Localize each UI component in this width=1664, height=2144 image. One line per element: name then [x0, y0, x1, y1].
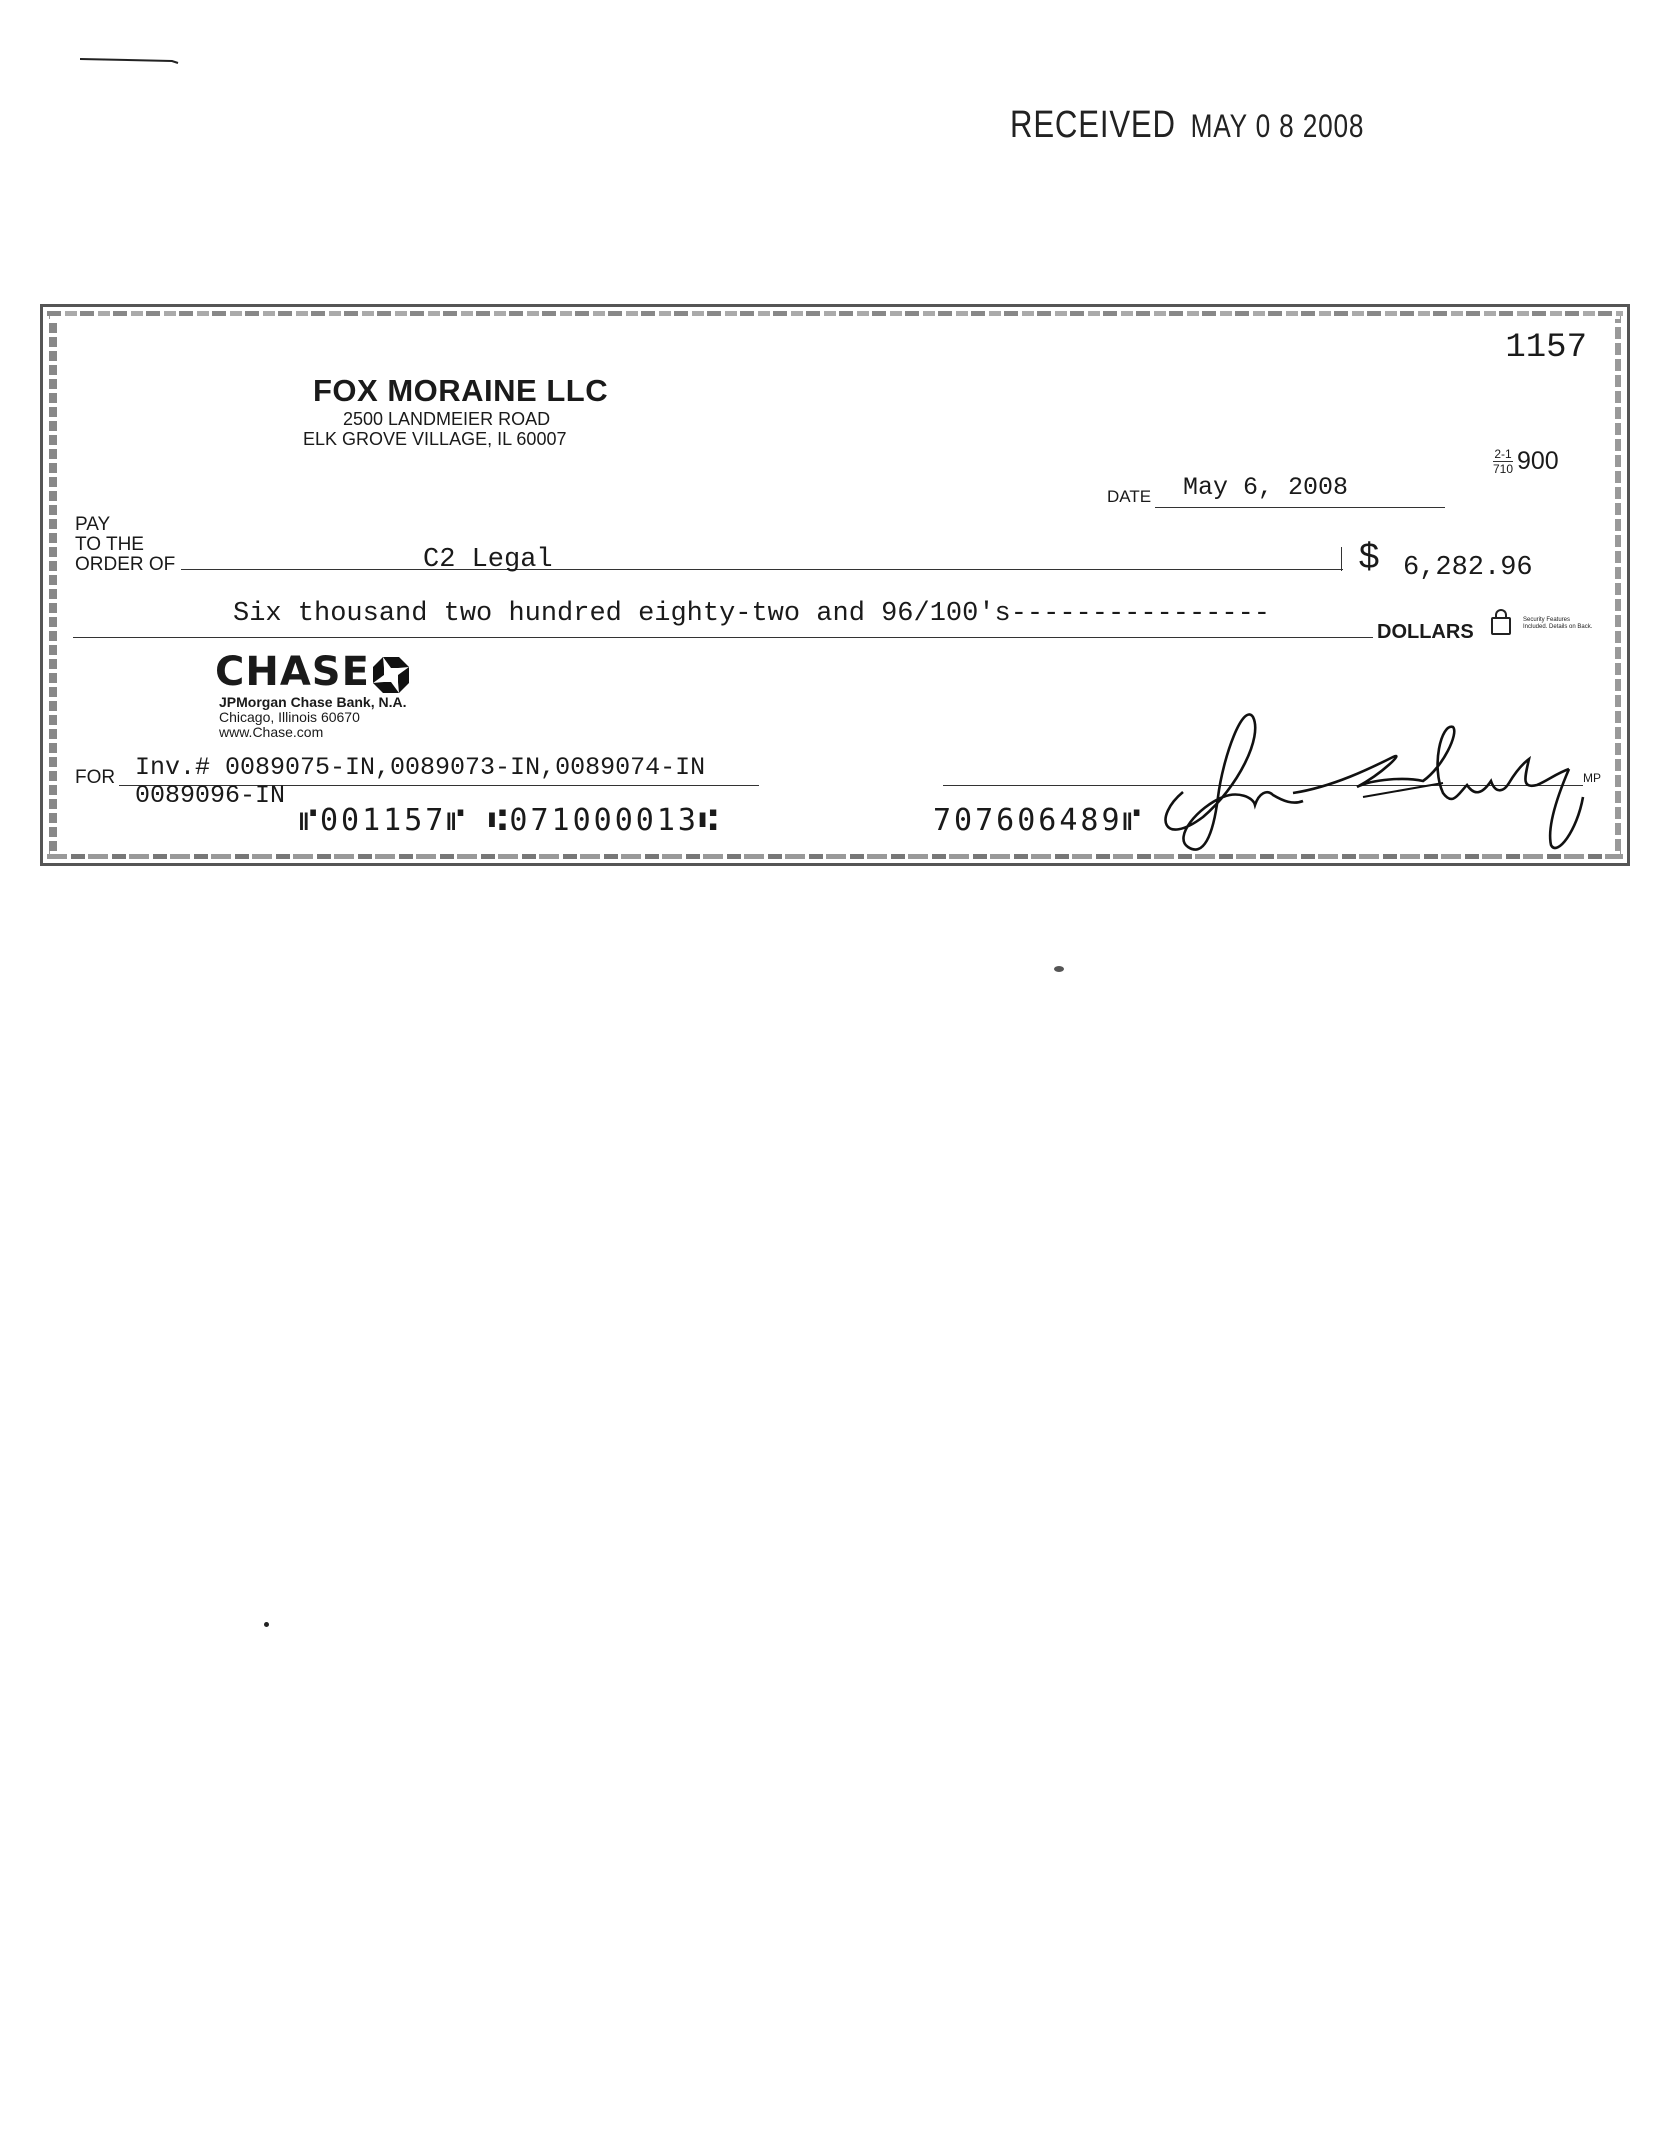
- company-name: FOX MORAINE LLC: [313, 373, 609, 408]
- amount-words-line: [73, 637, 1373, 638]
- fraction-top: 2-1: [1494, 447, 1512, 461]
- lock-icon: [1491, 617, 1511, 635]
- memo-line1: Inv.# 0089075-IN,0089073-IN,0089074-IN: [135, 753, 706, 782]
- company-address-line2: ELK GROVE VILLAGE, IL 60007: [303, 429, 567, 449]
- scan-speck: [264, 1622, 269, 1627]
- dollar-sign: $: [1359, 535, 1380, 576]
- received-date: MAY 0 8 2008: [1190, 108, 1365, 144]
- bank-name: CHASE: [215, 649, 370, 695]
- signature-suffix: MP: [1583, 771, 1601, 785]
- bank-line1: JPMorgan Chase Bank, N.A.: [219, 694, 407, 710]
- for-label: FOR: [75, 767, 116, 788]
- check-border-left: [49, 319, 57, 851]
- check-number: 1157: [1505, 329, 1587, 367]
- dollars-label: DOLLARS: [1377, 621, 1474, 643]
- bank-line3: www.Chase.com: [219, 724, 324, 740]
- amount-words: Six thousand two hundred eighty-two and 96/100's----------------: [233, 599, 1270, 629]
- scan-speck: [1054, 966, 1064, 972]
- date-value: May 6, 2008: [1183, 473, 1349, 502]
- amount-numeric: 6,282.96: [1403, 553, 1533, 583]
- micr-account: 707606489⑈: [933, 803, 1144, 838]
- date-label: DATE: [1107, 487, 1152, 506]
- payee-line: [181, 569, 1343, 570]
- pay-label: PAY: [75, 514, 111, 535]
- company-address-line1: 2500 LANDMEIER ROAD: [343, 409, 551, 429]
- fraction-bottom: 710: [1493, 462, 1514, 476]
- to-the-label: TO THE: [75, 534, 144, 555]
- fraction-tail: 900: [1517, 447, 1559, 475]
- pen-mark: [80, 56, 180, 64]
- payee-line-end: [1341, 547, 1342, 571]
- chase-octagon-icon: [371, 655, 411, 695]
- bank-details: [219, 695, 407, 740]
- security-note: Security Features Included. Details on Back.: [1523, 617, 1593, 630]
- routing-fraction: [1493, 447, 1513, 476]
- received-stamp: [1010, 104, 1364, 147]
- bank-line2: Chicago, Illinois 60670: [219, 709, 360, 725]
- signature: [1143, 697, 1623, 857]
- order-of-label: ORDER OF: [75, 554, 176, 575]
- micr-check-routing: ⑈001157⑈ ⑆071000013⑆: [299, 803, 720, 838]
- received-label: RECEIVED: [1010, 104, 1176, 146]
- date-line: [1155, 507, 1445, 508]
- payee-name: C2 Legal: [423, 545, 553, 575]
- memo-line2: 0089096-IN: [135, 781, 286, 810]
- pay-to-label: [75, 515, 175, 575]
- check: [40, 304, 1630, 866]
